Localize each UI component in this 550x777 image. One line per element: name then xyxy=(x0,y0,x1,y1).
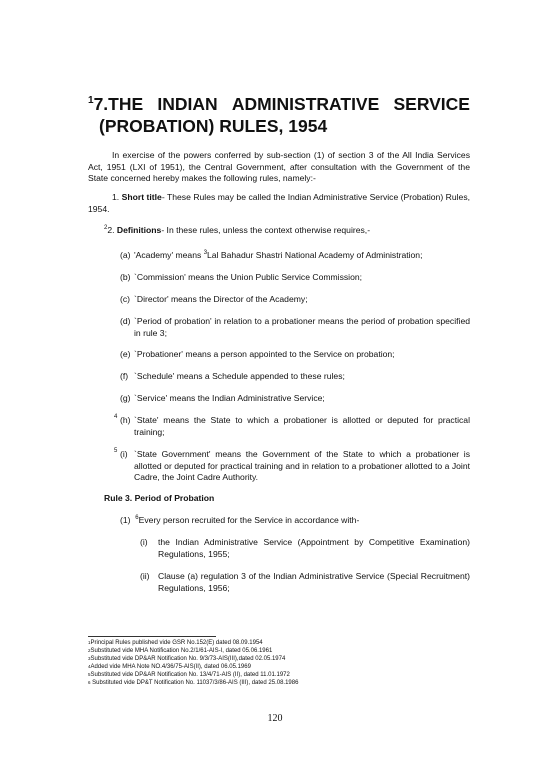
footnote-4: $^4$Added vide MHA Note NO.4/36/75-AIS(II), dated 06.05.1969 xyxy=(88,664,251,670)
footnote-6: $^6$ Substituted vide DP&T Notification No. 11037/3/86-AIS (III), dated 25.08.1986 xyxy=(88,680,299,686)
definition-b: (b) `Commission' means the Union Public Service Commission; xyxy=(120,272,363,282)
title-word-administrative: ADMINISTRATIVE xyxy=(231,94,380,114)
footnote-marker-2: 2 xyxy=(104,225,108,231)
rule-1-short-title: 1. Short title- These Rules may be called the Indian Administrative Service (Probation) Rules, 1954. xyxy=(88,192,471,214)
title-word-service: SERVICE xyxy=(393,94,470,114)
footnote-1: $^1$Principal Rules published vide GSR No.152(E) dated 08.09.1954 xyxy=(88,640,263,646)
definition-c: (c) `Director' means the Director of the Academy; xyxy=(120,294,308,304)
title-first-word: $^1$7.THE xyxy=(88,94,144,114)
rule-1-heading: Short title xyxy=(121,192,162,202)
definition-d: (d) `Period of probation' in relation to a probationer means the period of probation specified in rule 3; xyxy=(120,316,470,338)
definition-a: (a) 'Academy' means $^3$Lal Bahadur Shastri National Academy of Administration; xyxy=(120,250,423,260)
footnote-5: $^5$Substituted vide DP&AR Notification No. 13/4/71-AIS (II), dated 11.01.1972 xyxy=(88,672,290,678)
definition-h: 4 (h) `State' means the State to which a probationer is allotted or deputed for practical training; xyxy=(114,414,470,437)
definition-i: 5 (i) `State Government' means the Government of the State to which a probationer is allotted or deputed for practical training and in relation to a probationer allotted to a Joint Cadre, the Joint Cadre Authority. xyxy=(114,448,470,482)
footnote-marker-6: 6 xyxy=(135,515,139,521)
footnote-3: $^3$Substituted vide DP&AR Notification No. 9/3/73-AIS(III),dated 02.05.1974 xyxy=(88,656,286,662)
title-word-indian: INDIAN xyxy=(157,94,218,114)
rule-2-definitions: $^2$2. Definitions- In these rules, unless the context otherwise requires,- xyxy=(104,225,371,235)
title-line-2: (PROBATION) RULES, 1954 xyxy=(99,116,328,136)
title-footnote-marker: 1 xyxy=(88,95,94,106)
definition-g: (g) `Service' means the Indian Administrative Service; xyxy=(120,393,325,403)
rule-3-heading: Rule 3. Period of Probation xyxy=(104,493,215,503)
rule-3-subitem-i: (i) the Indian Administrative Service (Appointment by Competitive Examination) Regulations, 1955; xyxy=(140,537,470,559)
rule-3-subitem-ii: (ii) Clause (a) regulation 3 of the Indian Administrative Service (Special Recruitment) Regulations, 1956; xyxy=(140,571,470,593)
rule-3-clause-1: (1) $^6$Every person recruited for the Service in accordance with- xyxy=(120,515,360,525)
document-title xyxy=(88,93,470,137)
footnote-marker-4: 4 xyxy=(114,414,118,420)
definition-f: (f) `Schedule' means a Schedule appended to these rules; xyxy=(120,371,345,381)
footnote-separator xyxy=(88,636,216,637)
definition-e: (e) `Probationer' means a person appointed to the Service on probation; xyxy=(120,349,395,359)
footnote-2: $^2$Substituted vide MHA Notification No.2/1/61-AIS-I, dated 05.06.1961 xyxy=(88,648,273,654)
footnote-marker-5: 5 xyxy=(114,448,118,454)
preamble-paragraph: In exercise of the powers conferred by sub-section (1) of section 3 of the All India Services Act, 1951 (LXI of 1951), the Central Government, after consultation with the Government of the State concerned hereby makes the following rules, namely:- xyxy=(88,150,470,183)
page-number: 120 xyxy=(267,713,283,724)
rule-2-heading: Definitions xyxy=(116,225,162,235)
footnote-marker-3: 3 xyxy=(203,250,208,256)
